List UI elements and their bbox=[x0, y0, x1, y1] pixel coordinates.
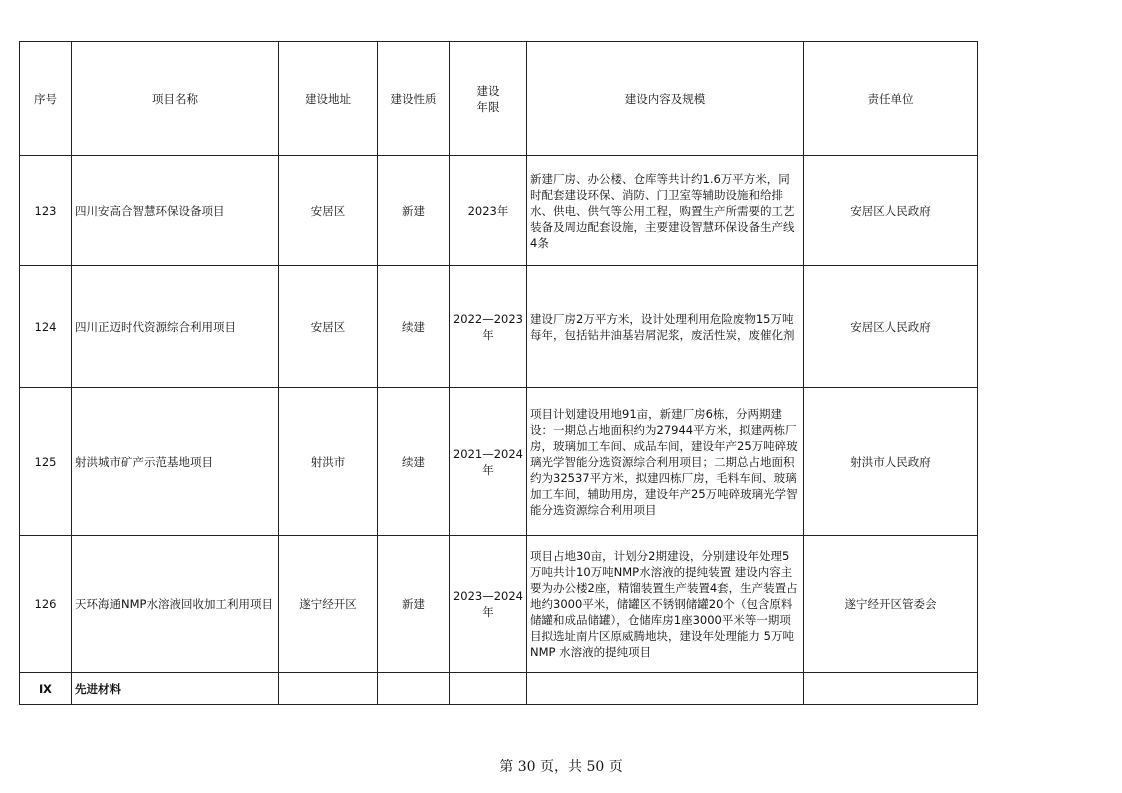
row-location: 安居区 bbox=[279, 266, 378, 388]
header-content: 建设内容及规模 bbox=[527, 42, 804, 156]
table-row bbox=[20, 266, 978, 388]
row-content: 新建厂房、办公楼、仓库等共计约1.6万平方米，同时配套建设环保、消防、门卫室等辅助设施和给排水、供电、供气等公用工程，购置生产所需要的工艺装备及周边配套设施，主要建设智慧环保设备生产线4条 bbox=[527, 156, 804, 266]
row-index: 125 bbox=[20, 388, 72, 536]
table-row bbox=[20, 156, 978, 266]
header-responsible: 责任单位 bbox=[804, 42, 978, 156]
header-period-line1: 建设 bbox=[476, 83, 500, 98]
row-index: 126 bbox=[20, 536, 72, 673]
row-name: 四川安高合智慧环保设备项目 bbox=[72, 156, 279, 266]
row-location: 遂宁经开区 bbox=[279, 536, 378, 673]
row-name: 射洪城市矿产示范基地项目 bbox=[72, 388, 279, 536]
row-responsible: 安居区人民政府 bbox=[804, 266, 978, 388]
header-row bbox=[20, 42, 978, 156]
row-nature: 续建 bbox=[378, 266, 450, 388]
row-content: 项目占地30亩，计划分2期建设，分别建设年处理5万吨共计10万吨NMP水溶液的提纯装置 建设内容主要为办公楼2座，精馏装置生产装置4套，生产装置占地约3000平米，储罐区不锈钢储罐20个（包含原料储罐和成品储罐），仓储库房1座3000平米等一期项目拟选址南片区原威腾地块，建设年处理能力 5万吨 NMP 水溶液的提纯项目 bbox=[527, 536, 804, 673]
header-period bbox=[450, 42, 527, 156]
table-row bbox=[20, 388, 978, 536]
empty-cell bbox=[450, 673, 527, 705]
row-responsible: 射洪市人民政府 bbox=[804, 388, 978, 536]
row-period: 2023—2024年 bbox=[450, 536, 527, 673]
table-row bbox=[20, 536, 978, 673]
header-nature: 建设性质 bbox=[378, 42, 450, 156]
section-index: Ⅸ bbox=[20, 673, 72, 705]
row-index: 124 bbox=[20, 266, 72, 388]
row-nature: 新建 bbox=[378, 536, 450, 673]
row-period: 2021—2024年 bbox=[450, 388, 527, 536]
header-period-line2: 年限 bbox=[476, 99, 500, 114]
row-nature: 续建 bbox=[378, 388, 450, 536]
empty-cell bbox=[527, 673, 804, 705]
project-table bbox=[19, 41, 978, 705]
header-location: 建设地址 bbox=[279, 42, 378, 156]
row-name: 四川正迈时代资源综合利用项目 bbox=[72, 266, 279, 388]
page-number: 第 30 页，共 50 页 bbox=[499, 759, 623, 775]
header-index: 序号 bbox=[20, 42, 72, 156]
row-responsible: 安居区人民政府 bbox=[804, 156, 978, 266]
row-nature: 新建 bbox=[378, 156, 450, 266]
row-responsible: 遂宁经开区管委会 bbox=[804, 536, 978, 673]
empty-cell bbox=[804, 673, 978, 705]
row-period: 2022—2023年 bbox=[450, 266, 527, 388]
header-name: 项目名称 bbox=[72, 42, 279, 156]
row-content: 项目计划建设用地91亩，新建厂房6栋，分两期建设：一期总占地面积约为27944平方米，拟建两栋厂房，玻璃加工车间、成品车间，建设年产25万吨碎玻璃光学智能分选资源综合利用项目；二期总占地面积约为32537平方米，拟建四栋厂房，毛料车间、玻璃加工车间，辅助用房，建设年产25万吨碎玻璃光学智能分选资源综合利用项目 bbox=[527, 388, 804, 536]
row-index: 123 bbox=[20, 156, 72, 266]
empty-cell bbox=[378, 673, 450, 705]
row-content: 建设厂房2万平方米，设计处理利用危险废物15万吨每年，包括钻井油基岩屑泥浆，废活性炭，废催化剂 bbox=[527, 266, 804, 388]
row-name: 天环海通NMP水溶液回收加工利用项目 bbox=[72, 536, 279, 673]
row-period: 2023年 bbox=[450, 156, 527, 266]
row-location: 射洪市 bbox=[279, 388, 378, 536]
empty-cell bbox=[279, 673, 378, 705]
section-name: 先进材料 bbox=[72, 673, 279, 705]
row-location: 安居区 bbox=[279, 156, 378, 266]
section-row bbox=[20, 673, 978, 705]
